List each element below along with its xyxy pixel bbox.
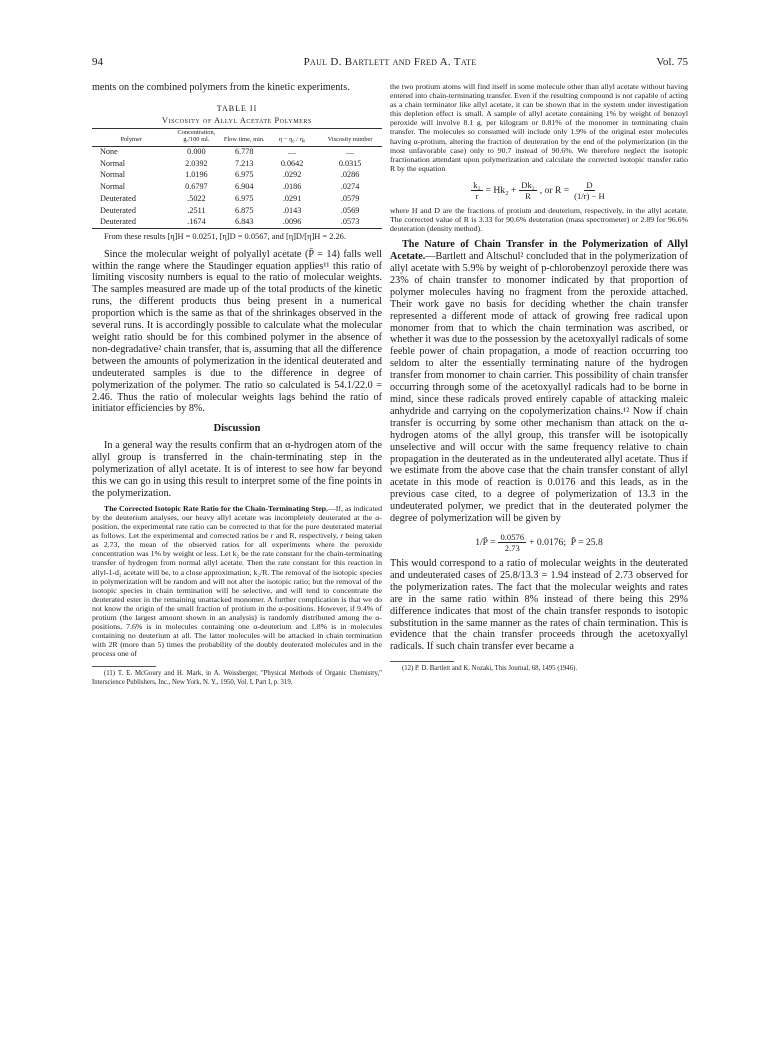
table-cell: .2511 <box>187 205 206 215</box>
equation-degree-of-polymerization: 1/P̄ = $\frac{0.0576}{2.73}$ + 0.0176; P̄ = 25.8 <box>475 531 603 553</box>
table-cell: .0569 <box>340 205 360 215</box>
table-body <box>92 146 382 229</box>
table-cell: .0186 <box>282 182 302 192</box>
fraction-dk2-over-R: $\frac{\text{Dk₂}}{R}$ <box>521 179 535 201</box>
footnote-12: (12) P. D. Bartlett and K. Nozaki, This Journal, 68, 1495 (1946). <box>402 665 578 673</box>
table-cell: .... <box>287 147 297 156</box>
table-cell: .1674 <box>170 217 222 229</box>
table-cell: 0.0315 <box>338 158 362 168</box>
table-title: Viscosity of Allyl Acetate Polymers <box>162 115 312 125</box>
table-cell: 1.0196 <box>185 170 208 180</box>
table-cell: Deuterated <box>100 205 136 215</box>
footnote-rule <box>92 666 156 667</box>
col-header-polymer: Polymer <box>92 128 170 146</box>
table-cell: None <box>100 147 118 156</box>
table-row <box>92 205 382 217</box>
table-cell: .0096 <box>266 217 318 229</box>
table-caption: TABLE II <box>216 103 258 113</box>
table-cell: .5022 <box>187 193 206 203</box>
paragraph-nature-of-chain-transfer <box>390 239 688 525</box>
paragraph-corrected-ratio <box>92 504 382 659</box>
table-cell: .... <box>345 147 355 156</box>
table-row <box>92 217 382 229</box>
table-cell: 6.975 <box>235 193 254 203</box>
table-cell: .0143 <box>282 205 302 215</box>
table-cell: .0292 <box>282 170 302 180</box>
table-cell: 7.213 <box>235 158 254 168</box>
table-cell: Deuterated <box>100 193 136 203</box>
table-cell: 6.843 <box>222 217 266 229</box>
table-cell: Normal <box>100 182 126 192</box>
table-row <box>92 182 382 194</box>
paragraph-where-h-d: where H and D are the fractions of protium and deuterium, respectively, in the allyl acetate. The corrected value of R is 3.33 for 90.6% deuteration (mass spectrometer) or 2.89 for 96.6% deuteration (density method). <box>390 205 688 234</box>
viscosity-table <box>92 128 382 230</box>
table-cell: Normal <box>100 170 126 180</box>
table-cell: .0573 <box>318 217 382 229</box>
table-cell: Deuterated <box>92 217 170 229</box>
paragraph-correspondence: This would correspond to a ratio of molecular weights in the deuterated and undeuterated cases of 25.8/13.3 = 1.94 instead of 2.73 observed for the polymerization rates. The fact that the molecular weights and rates are in the same ratio within 8% instead of there being this 29% difference indicates that most of the chain transfer responds to isotopic substitution in the same manner as the rates of chain termination. This is evidence that the chain transfer proceeds through the acetoxyallyl radicals. If such chain transfer ever became a <box>390 557 688 653</box>
table-row <box>92 158 382 170</box>
table-cell: .0579 <box>340 193 360 203</box>
nature-body: —Bartlett and Altschul² concluded that in the polymerization of allyl acetate with 5.9% by weight of p-chlorobenzoyl peroxide there was 23% of chain transfer to monomer indicated by that proportion of polymer molecules having no fragment from the peroxide attached. Their work gave no basis for deciding whether the chain transfer represented a different mode of attack of growing free radical upon monomer from that to which the chain termination was ascribed, or whether it was due to the possession by the acetoxyallyl radicals of some feeble power of chain propagation, a mode of reaction occurring too seldom to alter the essentially terminating nature of the hydrogen transfer from monomer to chain carrier. This possibility of chain transfer occurring through some of the acetoxyallyl radicals had to be borne in mind, since these radicals proved entirely capable of attacking maleic anhydride and carrying on the copolymerization chains.¹² Now if chain transfer is occurring by some other mechanism than attack on the α-hydrogen atoms of the allyl group, this transfer will be isotopically unselective and will occur with the same frequency relative to chain propagation in the deuterated as in the undeuterated allyl acetate. Thus if we estimate from the above case that the chain transfer constant of allyl acetate in this mode of reaction is 0.0176 and this leads, as in the previous case cited, to a degree of polymerization of 13.3 in the undeuterated polymer, we predict that in the deuterated polymer the degree of polymerization will be given by <box>390 251 688 525</box>
table-cell: 2.0392 <box>185 158 208 168</box>
table-cell: 0.6797 <box>185 182 208 192</box>
footnote-11: (11) T. E. McGoury and H. Mark, in A. Weissberger, "Physical Methods of Organic Chemistry," Interscience Publishers, Inc., New York, N. Y., 1950, Vol. I, Part I, p. 319. <box>92 670 382 686</box>
table-cell: 6.875 <box>235 205 254 215</box>
page-number: 94 <box>92 56 103 68</box>
table-cell: Normal <box>100 158 126 168</box>
fraction-k2-over-r: $\frac{\text{k₂}}{r}$ <box>473 179 481 201</box>
paragraph-depletion: the two protium atoms will find itself in some molecule other than allyl acetate without having entered into chain-terminating transfer. Even if the resulting compound is not capable of acting as a chain terminator like allyl acetate, it can be shown that in the system under investigation this depletion effect is small. A sample of allyl acetate containing 1% by weight of benzoyl peroxide will involve 8.1 g. per kilogram or 0.81% of the monomer in terminating chain transfer. The molecules so consumed will include only 1.9% of the original ester molecules having α-protium, altering the fraction of deuteration by the end of the polymerization (in the most unfavorable case) only to 90.7 instead of 90.6%. We therefore neglect the isotopic fractionation attendant upon polymerization and calculate the corrected isotopic transfer ratio R by the equation <box>390 82 688 173</box>
fraction-D-over-term: $\frac{D}{(1/r) - H}$ <box>574 179 605 201</box>
table-cell: 0.000 <box>187 147 206 156</box>
run-in-heading-corrected-ratio: The Corrected Isotopic Rate Ratio for the Chain-Terminating Step. <box>104 503 328 513</box>
table-cell: .0286 <box>340 170 360 180</box>
running-title: Paul D. Bartlett and Fred A. Tate <box>303 56 477 68</box>
table-header-row <box>92 128 382 146</box>
paragraph-molecular-weight: Since the molecular weight of polyallyl acetate (P̄ = 14) falls well within the range where the Staudinger equation applies¹¹ this ratio of limiting viscosity numbers is equal to the ratio of molecular weights. The samples measured are made up of the total products of the kinetic runs, the different products thus being present in a numerical proportion which is the same as that of the shrinkages observed in the several runs. It is accordingly possible to calculate what the molecular weight ratio should be for this combined polymer in the absence of non-degradative² chain transfer, that is, assuming that all the difference between the amounts of polymerization in the identical deuterated and undeuterated samples is due to the difference in degree of polymerization of the polymer. The ratio so calculated is 54.1/22.0 = 2.46. Thus the ratio of molecular weights lags behind the ratio of initiator efficiencies by 8%. <box>92 248 382 415</box>
fraction-constant: $\frac{0.0576}{2.73}$ <box>500 531 525 553</box>
table-row <box>92 146 382 158</box>
footnote-rule-right <box>390 661 454 662</box>
table-cell: 6.975 <box>235 170 254 180</box>
col-header-viscosity-number: Viscosity number <box>318 128 382 146</box>
col-header-concentration: Concentration, g./100 ml. <box>170 128 222 146</box>
discussion-heading: Discussion <box>213 423 261 435</box>
equation-ratio: $\frac{\text{k₂}}{r}$ = Hk₂ + $\frac{\text{Dk₂}}{R}$ , or R = $\frac{D}{(1/r) - H}$ <box>473 179 605 201</box>
col-header-flow-time: Flow time, min. <box>222 128 266 146</box>
page-header <box>92 56 688 70</box>
table-row <box>92 170 382 182</box>
volume-label: Vol. 75 <box>656 56 688 68</box>
table-cell: 6.778 <box>235 147 254 156</box>
left-column <box>92 82 382 687</box>
table-results-text: From these results [η]H = 0.0251, [η]D = 0.0567, and [η]D/[η]H = 2.26. <box>104 232 346 242</box>
table-row <box>92 193 382 205</box>
table-cell: 6.904 <box>235 182 254 192</box>
table-cell: 0.0642 <box>280 158 304 168</box>
continuation-text: ments on the combined polymers from the kinetic experiments. <box>92 82 350 93</box>
run-in-heading-nature: The Nature of Chain Transfer in the Polymerization of Allyl Acetate. <box>390 239 688 263</box>
table-cell: .0274 <box>340 182 360 192</box>
table-cell: .0291 <box>282 193 302 203</box>
right-column <box>390 82 688 674</box>
corrected-ratio-body: —If, as indicated by the deuterium analyses, our heavy allyl acetate was incompletely deuterated at the α-position, the experimental rate ratio can be corrected to that for the pure deuterated material as follows. Let the experimental and corrected ratios be r and R, respectively, r being taken as 2.73, the mean of the observed ratios for all experiments where the peroxide concentration was 1% by weight or less. Let k₂ be the rate constant for the chain-terminating transfer of hydrogen from normal allyl acetate. Then the rate constant for this reaction in allyl-1-d₂ acetate will be, to a close approximation, k₂/R. The removal of the isotopic species in polymerization will be random and will not alter the isotopic ratio; but the removal of the isotopic species in chain termination will be selective, and will tend to concentrate the deuterated ester in the remaining unattacked monomer. A further complication is that we do not know the origin of the small fraction of protium in the α-positions. However, if 9.4% of protium (the largest amount shown in an analysis) is randomly distributed among the α-positions, 7.6% is in molecules containing one α-deuterium and 1.8% is in molecules containing no deuterium at all. The latter molecules will be attacked in chain termination with 2R (more than 5) times the probability of the doubly deuterated molecules and in the process one of <box>92 503 382 659</box>
paragraph-discussion: In a general way the results confirm that an α-hydrogen atom of the allyl group is transferred in the chain-terminating step in the polymerization of allyl acetate. It is of interest to see how far beyond this we can go in using this result to interpret some of the fine points in the polymerization. <box>92 440 383 499</box>
col-header-eta-ratio: η − η₀ / η₀ <box>266 128 318 146</box>
